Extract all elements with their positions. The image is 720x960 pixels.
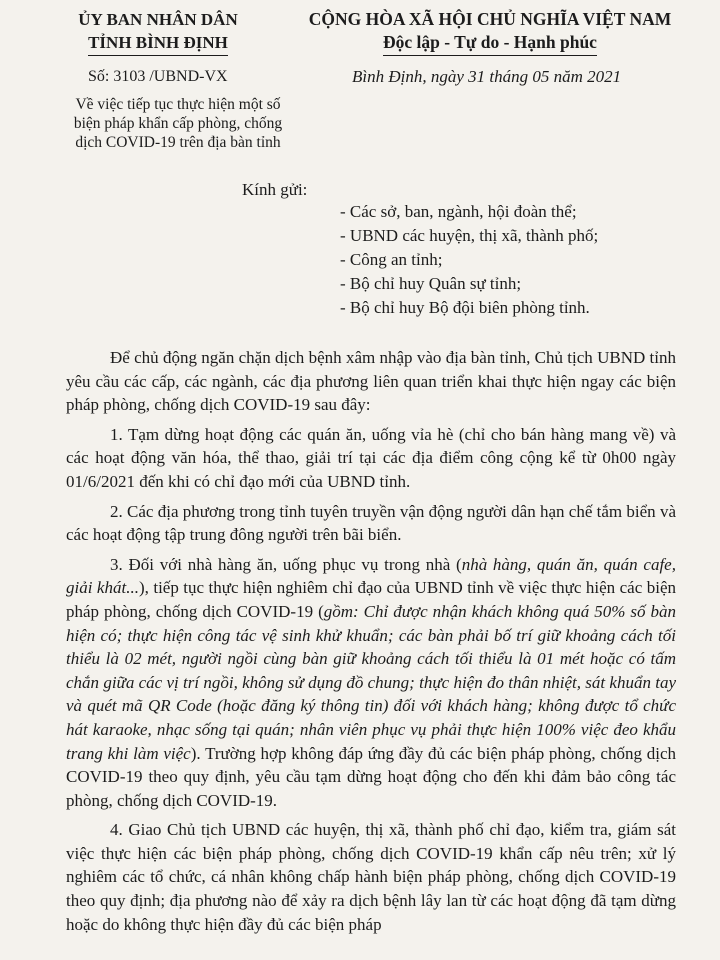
national-motto: Độc lập - Tự do - Hạnh phúc: [383, 31, 597, 56]
item-4-paragraph: 4. Giao Chủ tịch UBND các huyện, thị xã, thành phố chỉ đạo, kiểm tra, giám sát việc thực hiện các biện pháp phòng, chống dịch COVID-19 khẩn cấp nêu trên; xử lý nghiêm các tổ chức, cá nhân không chấp hành biện pháp phòng, chống dịch COVID-19 theo quy định; địa phương nào để xảy ra dịch bệnh lây lan từ các hoạt động đã tạm dừng hoặc do không thực hiện đầy đủ các biện pháp: [66, 820, 676, 934]
item-1-paragraph: 1. Tạm dừng hoạt động các quán ăn, uống vỉa hè (chỉ cho bán hàng mang về) và các hoạt động văn hóa, thể thao, giải trí tại các địa điểm công cộng kể từ 0h00 ngày 01/6/2021 đến khi có chỉ đạo mới của UBND tỉnh.: [66, 424, 676, 491]
recipient-item: - Bộ chỉ huy Quân sự tỉnh;: [340, 274, 522, 293]
agency-name: ỦY BAN NHÂN DÂN: [78, 10, 238, 29]
agency-province: TỈNH BÌNH ĐỊNH: [88, 31, 228, 56]
greeting: Kính gửi:: [242, 180, 308, 199]
item-3-measures-italic: gồm: Chỉ được nhận khách không quá 50% số bàn hiện có; thực hiện công tác vệ sinh khử khuẩn; các bàn phải bố trí giữ khoảng cách tối thiểu là 02 mét, người ngồi cùng bàn giữ khoảng cách tối thiểu là 01 mét hoặc có tấm chắn giữa các vị trí ngồi, không sử dụng đồ chung; thực hiện đo thân nhiệt, sát khuẩn tay và quét mã QR Code (hoặc đăng ký thông tin) đối với khách hàng; không được tổ chức hát karaoke, nhạc sống tại quán; nhân viên phục vụ phải thực hiện 100% việc đeo khẩu trang khi làm việc: [66, 601, 676, 763]
document-number: Số: 3103 /UBND-VX: [88, 68, 228, 85]
item-3-paragraph: [66, 553, 676, 813]
country-name: CỘNG HÒA XÃ HỘI CHỦ NGHĨA VIỆT NAM: [308, 9, 672, 29]
national-title: [285, 8, 695, 56]
issuing-agency: [48, 8, 268, 56]
document-body: [66, 346, 676, 942]
item-3-text-a: 3. Đối với nhà hàng ăn, uống phục vụ trong nhà (: [110, 554, 462, 574]
recipient-item: - Bộ chỉ huy Bộ đội biên phòng tỉnh.: [340, 298, 590, 317]
recipient-item: - UBND các huyện, thị xã, thành phố;: [340, 226, 599, 245]
document-subject: Về việc tiếp tục thực hiện một số biện pháp khẩn cấp phòng, chống dịch COVID-19 trên địa bàn tỉnh: [73, 96, 283, 151]
item-3-text-e: ). Trường hợp không đáp ứng đầy đủ các biện pháp phòng, chống dịch COVID-19 theo quy định, yêu cầu tạm dừng hoạt động cho đến khi đảm bảo công tác phòng, chống dịch COVID-19.: [66, 743, 676, 810]
recipient-item: - Công an tỉnh;: [340, 250, 443, 269]
item-2-paragraph: 2. Các địa phương trong tỉnh tuyên truyền vận động người dân hạn chế tắm biển và các hoạt động tập trung đông người trên bãi biển.: [66, 501, 676, 545]
recipient-item: - Các sở, ban, ngành, hội đoàn thể;: [340, 202, 577, 221]
document-header: [0, 8, 720, 58]
intro-paragraph: Để chủ động ngăn chặn dịch bệnh xâm nhập vào địa bàn tỉnh, Chủ tịch UBND tỉnh yêu cầu các cấp, các ngành, các địa phương liên quan triển khai thực hiện ngay các biện pháp phòng, chống dịch COVID-19 sau đây:: [66, 348, 676, 415]
item-3-text-c: ), tiếp tục thực hiện nghiêm chỉ đạo của UBND tỉnh về việc thực hiện các biện pháp phòng, chống dịch COVID-19 (: [66, 578, 677, 621]
place-and-date: Bình Định, ngày 31 tháng 05 năm 2021: [352, 67, 622, 86]
recipient-list: [340, 200, 598, 320]
item-3-venues-italic: nhà hàng, quán ăn, quán cafe, giải khát...: [66, 554, 676, 598]
